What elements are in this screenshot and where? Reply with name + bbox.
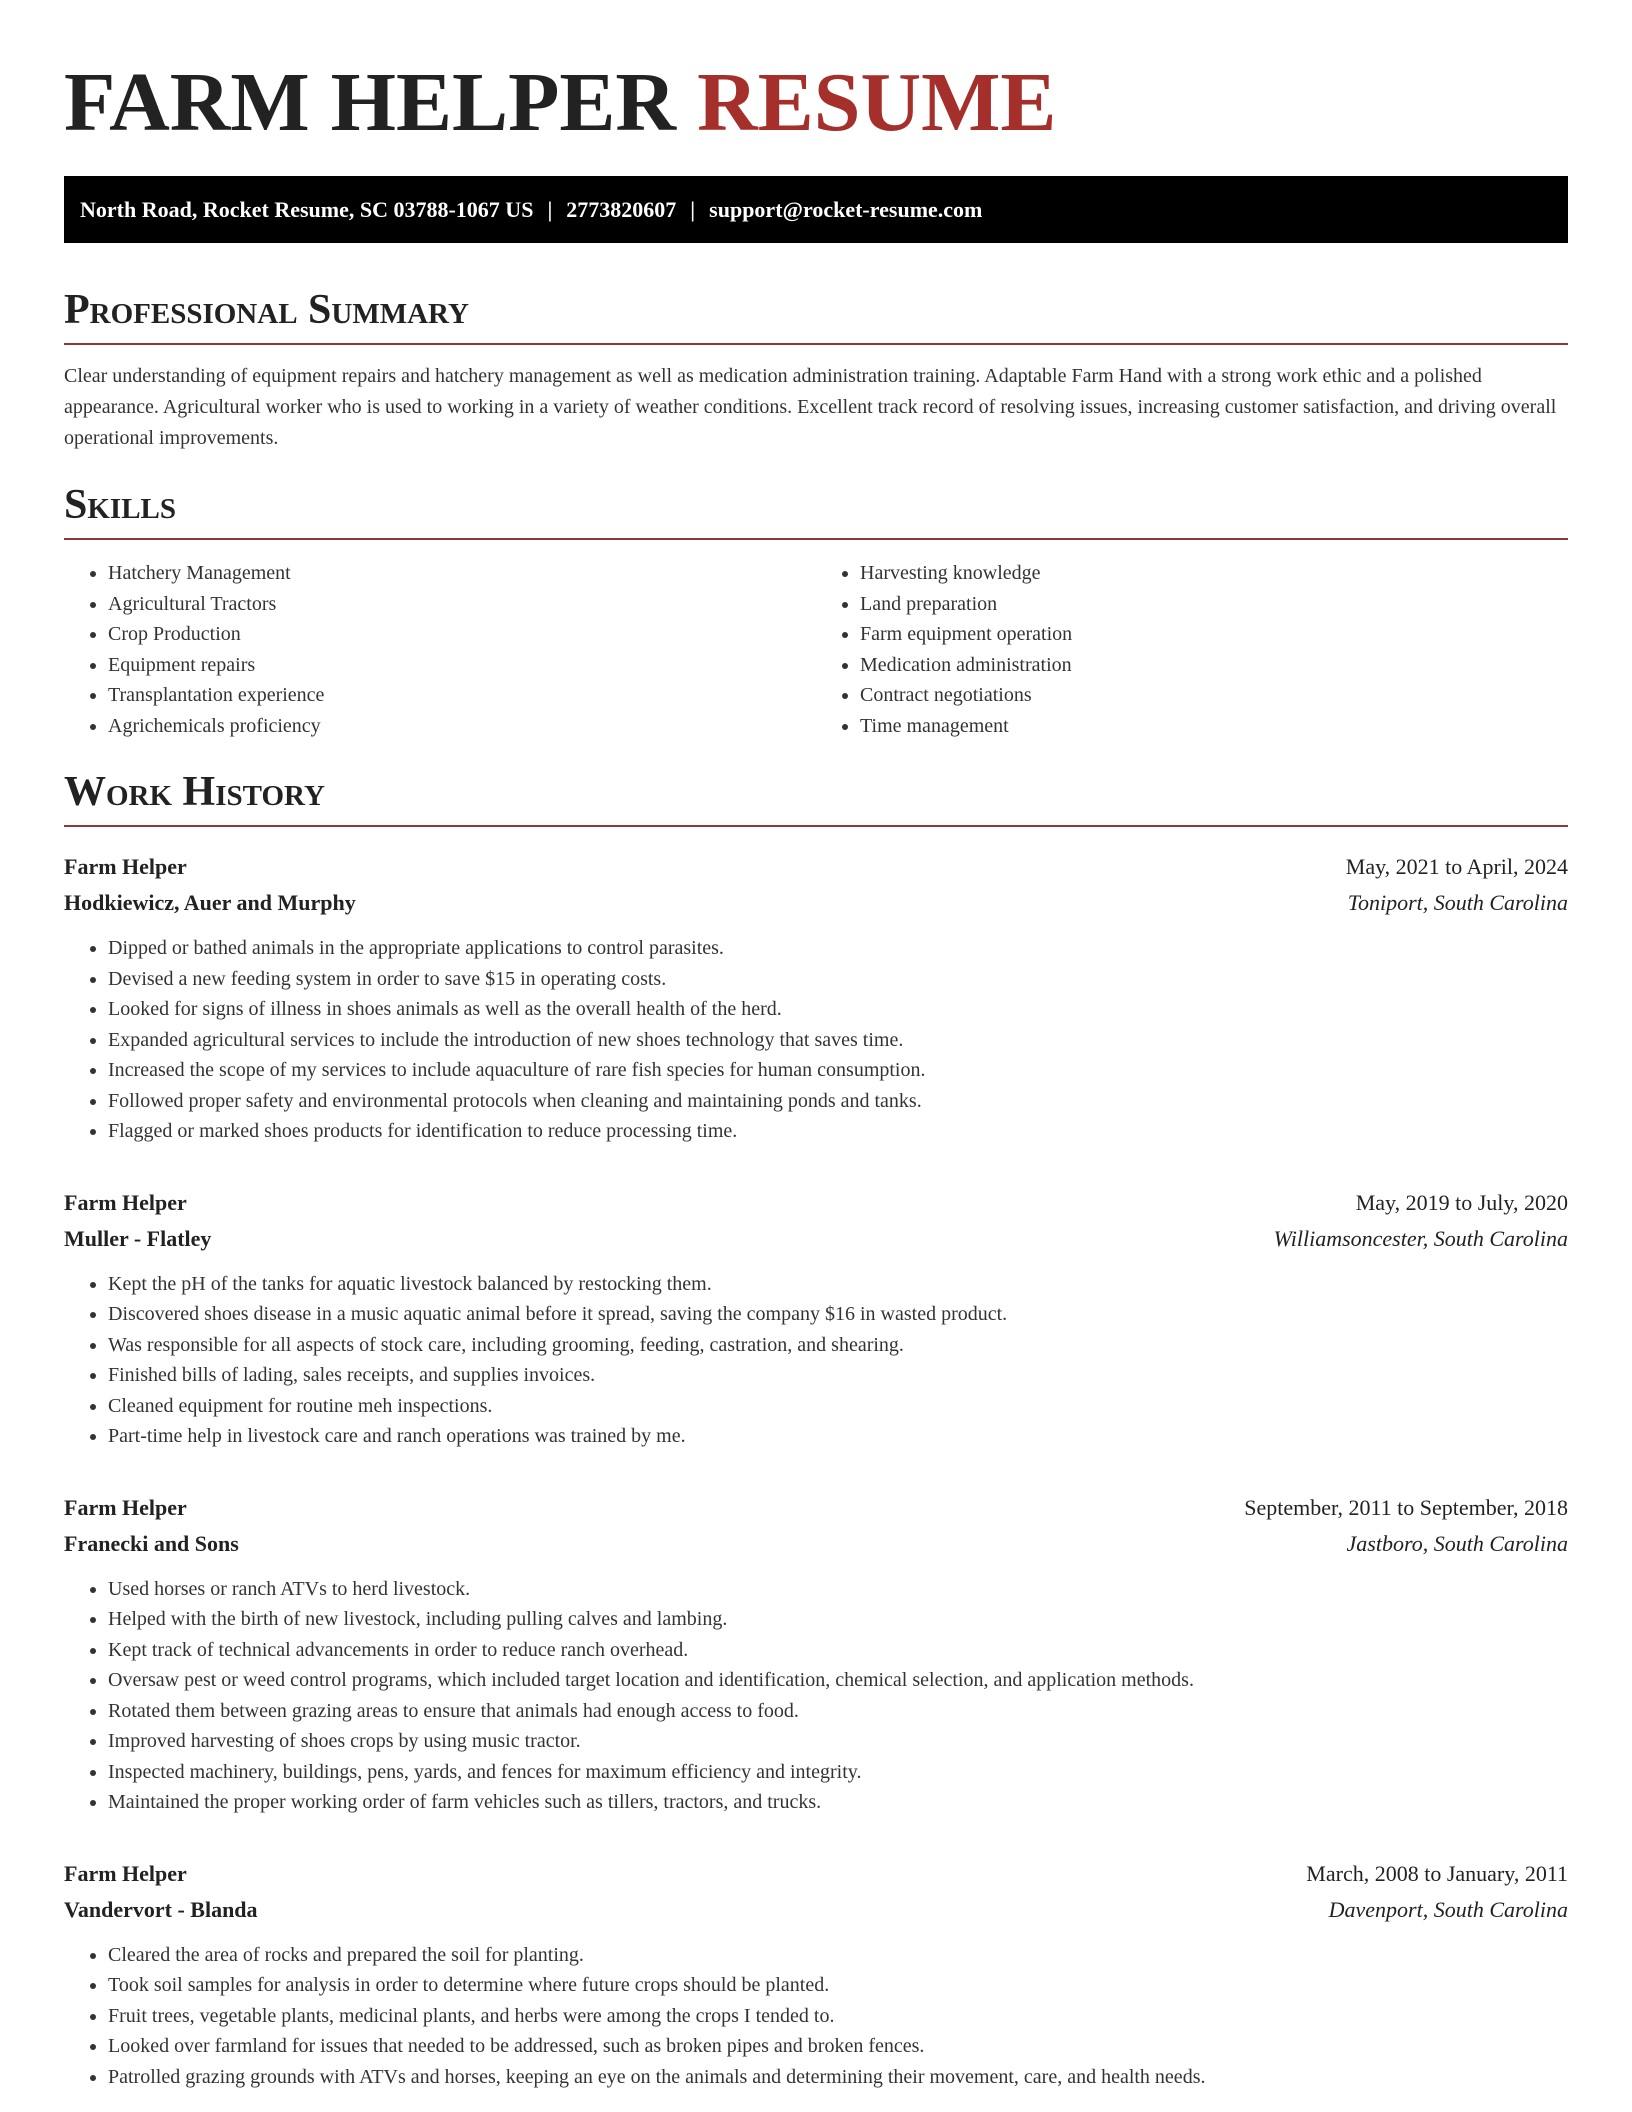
job-bullet: • Cleaned equipment for routine meh inspections. bbox=[108, 1391, 1568, 1422]
skill-item: • Equipment repairs bbox=[108, 650, 816, 681]
job-bullet: • Looked for signs of illness in shoes animals as well as the overall health of the herd. bbox=[108, 994, 1568, 1025]
skills-grid bbox=[64, 558, 1568, 741]
skill-item: • Harvesting knowledge bbox=[860, 558, 1568, 589]
job-company-row bbox=[64, 1526, 1568, 1562]
job-bullet: • Devised a new feeding system in order to save $15 in operating costs. bbox=[108, 964, 1568, 995]
skill-item: • Farm equipment operation bbox=[860, 619, 1568, 650]
contact-phone[interactable]: 2773820607 bbox=[566, 197, 677, 222]
job-bullet: • Rotated them between grazing areas to ensure that animals had enough access to food. bbox=[108, 1696, 1568, 1727]
job-dates: September, 2011 to September, 2018 bbox=[1244, 1494, 1568, 1520]
job-company-row bbox=[64, 885, 1568, 921]
job-header-row bbox=[64, 1185, 1568, 1221]
job-entry bbox=[64, 1185, 1568, 1452]
job-company: Hodkiewicz, Auer and Murphy bbox=[64, 890, 356, 915]
job-bullet: • Fruit trees, vegetable plants, medicinal plants, and herbs were among the crops I tended to. bbox=[108, 2001, 1568, 2032]
job-bullet: • Discovered shoes disease in a music aquatic animal before it spread, saving the company $16 in wasted product. bbox=[108, 1299, 1568, 1330]
job-title: Farm Helper bbox=[64, 1860, 187, 1886]
skill-item: • Time management bbox=[860, 711, 1568, 742]
job-bullet: • Cleared the area of rocks and prepared the soil for planting. bbox=[108, 1940, 1568, 1971]
job-company-row bbox=[64, 1892, 1568, 1928]
contact-bar bbox=[64, 176, 1568, 243]
job-bullet: • Took soil samples for analysis in order to determine where future crops should be planted. bbox=[108, 1970, 1568, 2001]
job-title: Farm Helper bbox=[64, 1494, 187, 1520]
job-location: Toniport, South Carolina bbox=[1347, 890, 1568, 915]
job-bullet: • Oversaw pest or weed control programs, which included target location and identification, chemical selection, and application methods. bbox=[108, 1665, 1568, 1696]
job-header-row bbox=[64, 1490, 1568, 1526]
job-company: Franecki and Sons bbox=[64, 1530, 239, 1556]
skills-heading: Skills bbox=[64, 480, 1568, 540]
job-company: Muller - Flatley bbox=[64, 1225, 212, 1251]
job-bullet: • Improved harvesting of shoes crops by using music tractor. bbox=[108, 1726, 1568, 1757]
skill-item: • Agrichemicals proficiency bbox=[108, 711, 816, 742]
resume-title bbox=[64, 0, 1568, 148]
skill-item: • Medication administration bbox=[860, 650, 1568, 681]
job-entry bbox=[64, 849, 1568, 1147]
job-title: Farm Helper bbox=[64, 854, 187, 879]
job-bullet: • Finished bills of lading, sales receipts, and supplies invoices. bbox=[108, 1360, 1568, 1391]
job-bullet: • Flagged or marked shoes products for identification to reduce processing time. bbox=[108, 1116, 1568, 1147]
skill-item: • Land preparation bbox=[860, 589, 1568, 620]
job-location: Jastboro, South Carolina bbox=[1346, 1530, 1568, 1556]
job-bullet: • Was responsible for all aspects of stock care, including grooming, feeding, castration, and shearing. bbox=[108, 1330, 1568, 1361]
summary-text: Clear understanding of equipment repairs and hatchery management as well as medication administration training. Adaptable Farm Hand with a strong work ethic and a polished appearance. Agricultural worker who is used to working in a variety of weather conditions. Excellent track record of resolving issues, increasing customer satisfaction, and driving overall operational improvements. bbox=[64, 365, 1557, 449]
job-bullet: • Inspected machinery, buildings, pens, yards, and fences for maximum efficiency and integrity. bbox=[108, 1757, 1568, 1788]
job-bullet: • Maintained the proper working order of farm vehicles such as tillers, tractors, and trucks. bbox=[108, 1787, 1568, 1818]
contact-email[interactable]: support@rocket-resume.com bbox=[709, 197, 983, 222]
job-company: Vandervort - Blanda bbox=[64, 1896, 258, 1922]
contact-separator: | bbox=[690, 197, 696, 222]
job-bullet: • Helped with the birth of new livestock, including pulling calves and lambing. bbox=[108, 1604, 1568, 1635]
skills-list-right bbox=[816, 558, 1568, 741]
skill-item: • Transplantation experience bbox=[108, 680, 816, 711]
contact-address: North Road, Rocket Resume, SC 03788-1067 US bbox=[80, 197, 534, 222]
job-header-row bbox=[64, 849, 1568, 885]
skill-item: • Contract negotiations bbox=[860, 680, 1568, 711]
job-dates: May, 2021 to April, 2024 bbox=[1345, 854, 1568, 879]
job-bullets bbox=[64, 1269, 1568, 1452]
job-bullet: • Kept track of technical advancements in order to reduce ranch overhead. bbox=[108, 1635, 1568, 1666]
job-bullets bbox=[64, 1574, 1568, 1818]
job-entry bbox=[64, 1490, 1568, 1818]
title-accent: RESUME bbox=[697, 56, 1057, 149]
work-history-heading: Work History bbox=[64, 767, 1568, 827]
job-bullet: • Kept the pH of the tanks for aquatic livestock balanced by restocking them. bbox=[108, 1269, 1568, 1300]
job-bullet: • Increased the scope of my services to include aquaculture of rare fish species for human consumption. bbox=[108, 1055, 1568, 1086]
job-bullet: • Expanded agricultural services to include the introduction of new shoes technology that saves time. bbox=[108, 1025, 1568, 1056]
job-dates: May, 2019 to July, 2020 bbox=[1355, 1189, 1568, 1215]
skill-item: • Hatchery Management bbox=[108, 558, 816, 589]
job-company-row bbox=[64, 1221, 1568, 1257]
job-dates: March, 2008 to January, 2011 bbox=[1306, 1860, 1568, 1886]
title-main: FARM HELPER bbox=[64, 56, 677, 149]
job-bullets bbox=[64, 933, 1568, 1147]
job-bullet: • Patrolled grazing grounds with ATVs and horses, keeping an eye on the animals and determining their movement, care, and health needs. bbox=[108, 2062, 1568, 2093]
job-header-row bbox=[64, 1856, 1568, 1892]
job-entry bbox=[64, 1856, 1568, 2093]
job-bullet: • Looked over farmland for issues that needed to be addressed, such as broken pipes and broken fences. bbox=[108, 2031, 1568, 2062]
job-bullet: • Followed proper safety and environmental protocols when cleaning and maintaining ponds and tanks. bbox=[108, 1086, 1568, 1117]
job-bullet: • Part-time help in livestock care and ranch operations was trained by me. bbox=[108, 1421, 1568, 1452]
summary-heading: Professional Summary bbox=[64, 285, 1568, 345]
contact-separator: | bbox=[547, 197, 553, 222]
job-location: Williamsoncester, South Carolina bbox=[1273, 1225, 1568, 1251]
skill-item: • Crop Production bbox=[108, 619, 816, 650]
skill-item: • Agricultural Tractors bbox=[108, 589, 816, 620]
job-bullets bbox=[64, 1940, 1568, 2093]
job-location: Davenport, South Carolina bbox=[1328, 1896, 1568, 1922]
skills-list-left bbox=[64, 558, 816, 741]
job-bullet: • Used horses or ranch ATVs to herd livestock. bbox=[108, 1574, 1568, 1605]
resume-page bbox=[64, 0, 1568, 2092]
job-bullet: • Dipped or bathed animals in the appropriate applications to control parasites. bbox=[108, 933, 1568, 964]
job-title: Farm Helper bbox=[64, 1189, 187, 1215]
